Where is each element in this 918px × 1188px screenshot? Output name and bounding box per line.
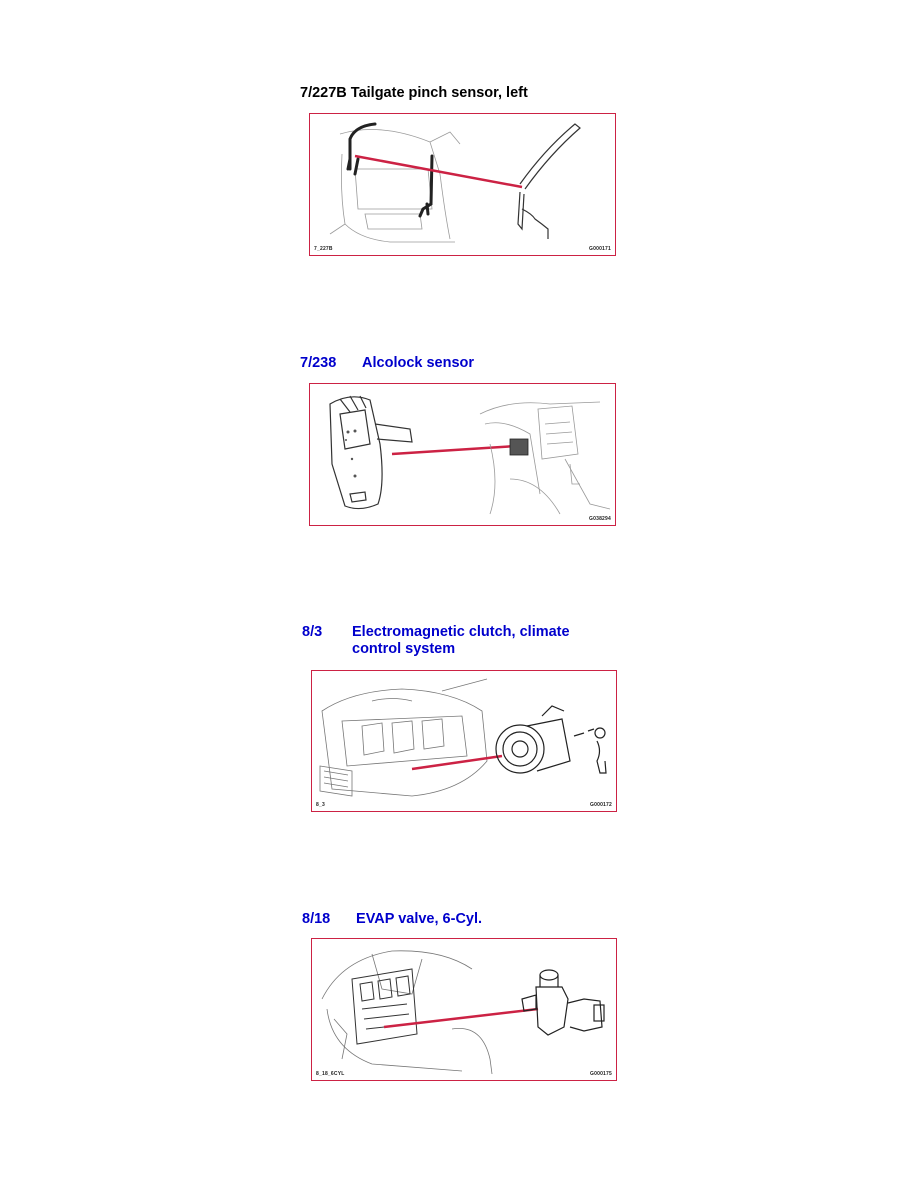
figure-id: 8_3 — [316, 802, 325, 808]
section-code: 7/227B — [300, 85, 347, 101]
section-heading-7-238 — [300, 355, 474, 372]
section-code: 7/238 — [300, 355, 337, 371]
clutch-drawing — [312, 671, 617, 812]
evap-valve-figure — [311, 938, 617, 1081]
section-heading-7-227b — [300, 85, 528, 102]
figure-code: G000171 — [589, 246, 611, 252]
section-title-line1: Electromagnetic clutch, climate — [352, 624, 570, 640]
section-code: 8/18 — [302, 911, 331, 927]
section-title: Alcolock sensor — [362, 355, 475, 371]
section-heading-8-18 — [302, 911, 482, 928]
section-heading-8-3 — [302, 624, 570, 658]
evap-drawing — [312, 939, 617, 1081]
section-title: EVAP valve, 6-Cyl. — [356, 911, 483, 927]
figure-id: 7_227B — [314, 246, 333, 252]
tailgate-pinch-sensor-figure — [309, 113, 616, 256]
tailgate-drawing — [310, 114, 616, 256]
alcolock-drawing — [310, 384, 616, 526]
figure-code: G038294 — [589, 516, 611, 522]
section-title-line2: control system — [352, 641, 456, 657]
figure-code: G000172 — [590, 802, 612, 808]
figure-code: G000175 — [590, 1071, 612, 1077]
section-title: Tailgate pinch sensor, left — [350, 85, 528, 101]
alcolock-sensor-figure — [309, 383, 616, 526]
section-code: 8/3 — [302, 624, 323, 640]
electromagnetic-clutch-figure — [311, 670, 617, 812]
figure-id: 8_18_6CYL — [316, 1071, 345, 1077]
